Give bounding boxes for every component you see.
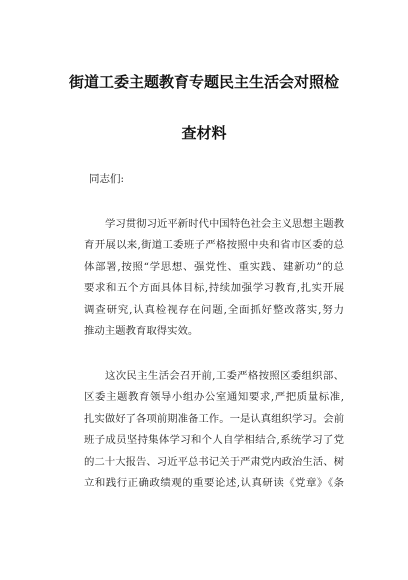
paragraph-line: 推动主题教育取得实效。 <box>84 324 199 337</box>
paragraph-1 <box>84 214 344 342</box>
paragraph-line: 要求和五个方面具体目标,持续加强学习教育,扎实开展 <box>84 282 344 295</box>
document-title-line-1: 街道工委主题教育专题民主生活会对照检 <box>68 73 339 91</box>
paragraph-line: 的二十大报告、习近平总书记关于严肃党内政治生活、树 <box>84 455 344 468</box>
salutation: 同志们: <box>89 173 125 185</box>
paragraph-line: 体部署,按照“学思想、强党性、重实践、建新功”的总 <box>84 260 344 273</box>
paragraph-line: 扎实做好了各项前期准备工作。一是认真组织学习。会前 <box>84 412 344 425</box>
paragraph-line: 立和践行正确政绩观的重要论述,认真研读《党章》《条 <box>84 476 344 489</box>
paragraph-line: 这次民主生活会召开前,工委严格按照区委组织部、 <box>105 370 344 382</box>
paragraph-line: 班子成员坚持集体学习和个人自学相结合,系统学习了党 <box>84 434 344 447</box>
paragraph-line: 调查研究,认真检视存在问题,全面抓好整改落实,努力 <box>84 303 344 316</box>
paragraph-line: 育开展以来,街道工委班子严格按照中央和省市区委的总 <box>84 239 344 252</box>
paragraph-line: 学习贯彻习近平新时代中国特色社会主义思想主题教 <box>105 218 344 230</box>
paragraph-2 <box>84 366 344 494</box>
document-title-line-2: 查材料 <box>181 124 227 142</box>
paragraph-line: 区委主题教育领导小组办公室通知要求,严把质量标准, <box>84 391 344 404</box>
